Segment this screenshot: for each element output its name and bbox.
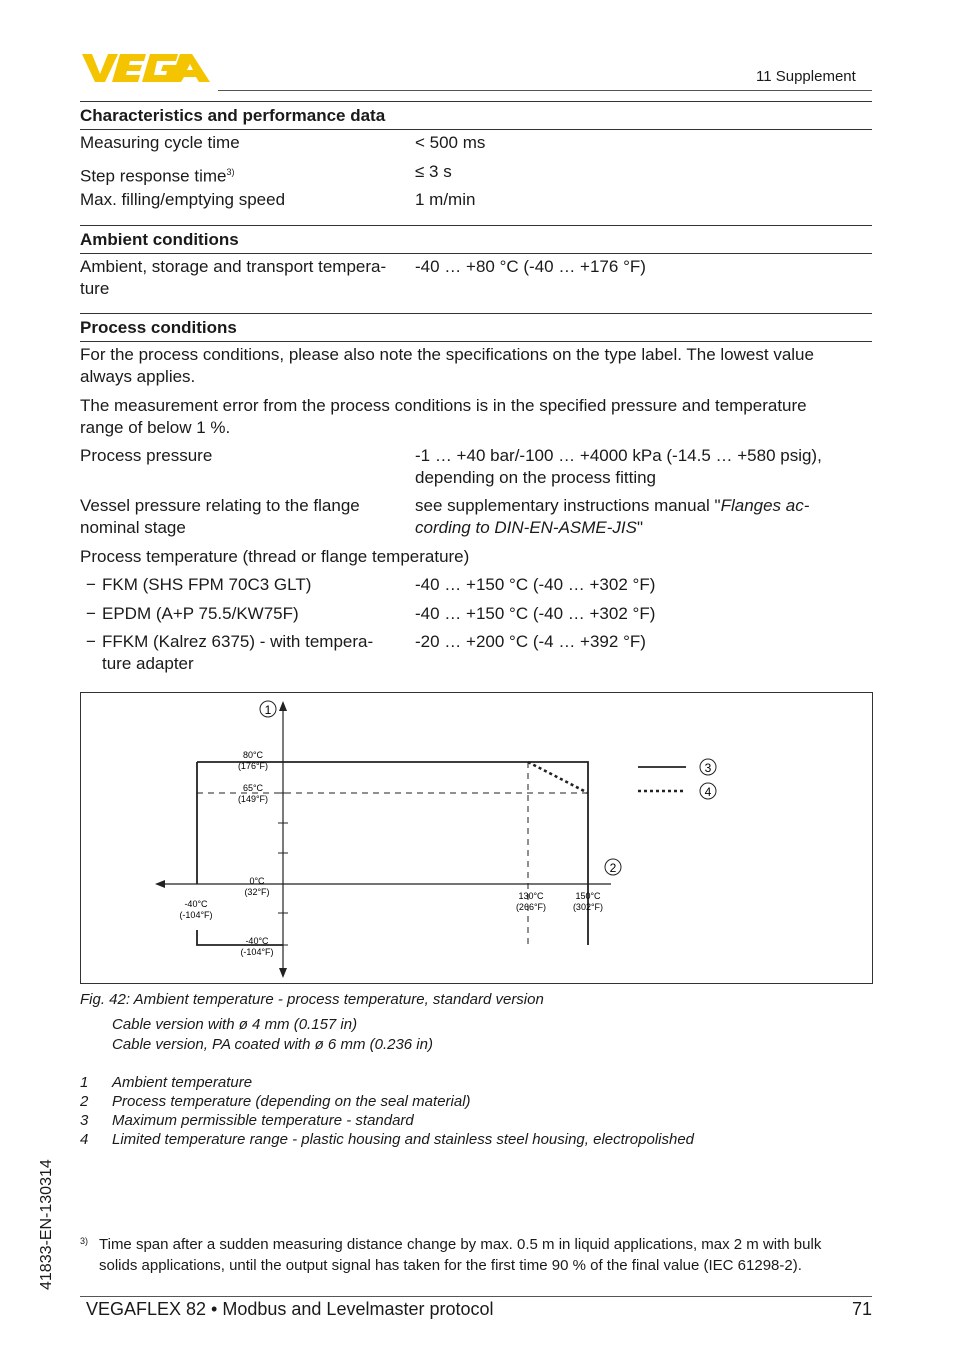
y-axis-arrow xyxy=(279,968,287,978)
list-dash: − xyxy=(86,632,96,651)
seal-value: -40 … +150 °C (-40 … +302 °F) xyxy=(415,604,656,623)
legend-number: 3 xyxy=(80,1112,89,1129)
paragraph: The measurement error from the process conditions is in the specified pressure and temperature range of below 1 %. xyxy=(80,396,807,437)
footer-rule xyxy=(80,1296,872,1297)
divider xyxy=(80,253,872,254)
x-tick-label: -40°C xyxy=(184,899,208,909)
seal-label: FFKM (Kalrez 6375) - with tempera- ture adapter xyxy=(102,632,374,673)
section-title-process: Process conditions xyxy=(80,318,237,337)
spec-label: Process pressure xyxy=(80,446,213,465)
section-title-characteristics: Characteristics and performance data xyxy=(80,106,386,125)
footnote-ref[interactable]: 3) xyxy=(226,167,235,177)
spec-label: Vessel pressure relating to the flange nominal stage xyxy=(80,496,360,537)
y-tick-label: (32°F) xyxy=(244,887,270,897)
spec-value: ≤ 3 s xyxy=(415,162,452,181)
spec-value: < 500 ms xyxy=(415,133,486,152)
legend-number: 2 xyxy=(80,1093,89,1110)
divider xyxy=(80,101,872,102)
divider xyxy=(80,129,872,130)
divider xyxy=(80,341,872,342)
spec-value: see supplementary instructions manual "Flanges ac- cording to DIN-EN-ASME-JIS" xyxy=(415,496,810,537)
x-axis-arrow xyxy=(155,880,165,888)
y-tick-label: 65°C xyxy=(242,783,264,793)
callout-3: 3 xyxy=(704,761,712,775)
y-tick-label: 0°C xyxy=(249,876,265,886)
x-tick-label: (266°F) xyxy=(515,902,547,912)
y-tick-label: (176°F) xyxy=(237,761,269,771)
y-tick-label: (149°F) xyxy=(237,794,269,804)
spec-value: 1 m/min xyxy=(415,190,476,209)
legend-text: Limited temperature range - plastic housing and stainless steel housing, electropolished xyxy=(112,1131,695,1148)
figure-subcaption: Cable version with ø 4 mm (0.157 in) xyxy=(112,1016,358,1033)
seal-label: EPDM (A+P 75.5/KW75F) xyxy=(102,604,299,623)
standard-limit-line xyxy=(197,930,283,945)
page-number: 71 xyxy=(852,1299,873,1319)
divider xyxy=(80,313,872,314)
paragraph: For the process conditions, please also note the specifications on the type label. The lowest value always applies. xyxy=(80,345,814,386)
x-tick-label: (302°F) xyxy=(572,902,604,912)
spec-label: Step response time$^{3)}$ xyxy=(80,166,235,186)
footer-product: VEGAFLEX 82 • Modbus and Levelmaster protocol xyxy=(86,1299,494,1319)
y-axis-arrow xyxy=(279,701,287,711)
temperature-diagram xyxy=(81,693,872,983)
legend-text: Ambient temperature xyxy=(112,1074,253,1091)
section-label: 11 Supplement xyxy=(756,68,856,85)
footnote-mark: 3) xyxy=(80,1236,89,1246)
seal-value: -20 … +200 °C (-4 … +392 °F) xyxy=(415,632,646,651)
callout-2: 2 xyxy=(609,861,617,875)
subheading: Process temperature (thread or flange temperature) xyxy=(80,547,470,566)
spec-value: -40 … +80 °C (-40 … +176 °F) xyxy=(415,257,646,276)
legend-text: Maximum permissible temperature - standard xyxy=(112,1112,414,1129)
legend-number: 1 xyxy=(80,1074,89,1091)
legend-number: 4 xyxy=(80,1131,89,1148)
figure-subcaption: Cable version, PA coated with ø 6 mm (0.236 in) xyxy=(112,1036,433,1053)
spec-label: Max. filling/emptying speed xyxy=(80,190,286,209)
y-tick-label: 80°C xyxy=(242,750,264,760)
seal-value: -40 … +150 °C (-40 … +302 °F) xyxy=(415,575,656,594)
figure-caption: Fig. 42: Ambient temperature - process temperature, standard version xyxy=(80,991,544,1008)
x-tick-label: (-104°F) xyxy=(179,910,213,920)
callout-1: 1 xyxy=(264,703,272,717)
manual-title: Flanges ac- xyxy=(720,496,810,515)
callout-4: 4 xyxy=(704,785,712,799)
spec-value: -1 … +40 bar/-100 … +4000 kPa (-14.5 … +580 psig), depending on the process fitting xyxy=(415,446,822,487)
section-title-ambient: Ambient conditions xyxy=(80,230,239,249)
list-dash: − xyxy=(86,604,96,623)
manual-title: cording to DIN-EN-ASME-JIS xyxy=(415,518,637,537)
legend-text: Process temperature (depending on the seal material) xyxy=(112,1093,471,1110)
x-tick-label: 150°C xyxy=(575,891,601,901)
y-tick-label: -40°C xyxy=(245,936,269,946)
y-tick-label: (-104°F) xyxy=(240,947,274,957)
spec-label: Measuring cycle time xyxy=(80,133,240,152)
spec-label: Ambient, storage and transport tempera- ture xyxy=(80,257,387,298)
header-rule xyxy=(218,90,872,91)
x-tick-label: 130°C xyxy=(518,891,544,901)
divider xyxy=(80,225,872,226)
doc-id: 41833-EN-130314 xyxy=(38,1159,55,1290)
footnote-text: Time span after a sudden measuring distance change by max. 0.5 m in liquid applications, max 2 m with bulk solids applications, until the output signal has taken for the first time 90 % of the final value (IEC 61298-2). xyxy=(99,1236,822,1274)
list-dash: − xyxy=(86,575,96,594)
figure-box xyxy=(80,692,873,984)
limited-range-line xyxy=(528,762,588,793)
vega-logo xyxy=(80,50,212,84)
seal-label: FKM (SHS FPM 70C3 GLT) xyxy=(102,575,312,594)
